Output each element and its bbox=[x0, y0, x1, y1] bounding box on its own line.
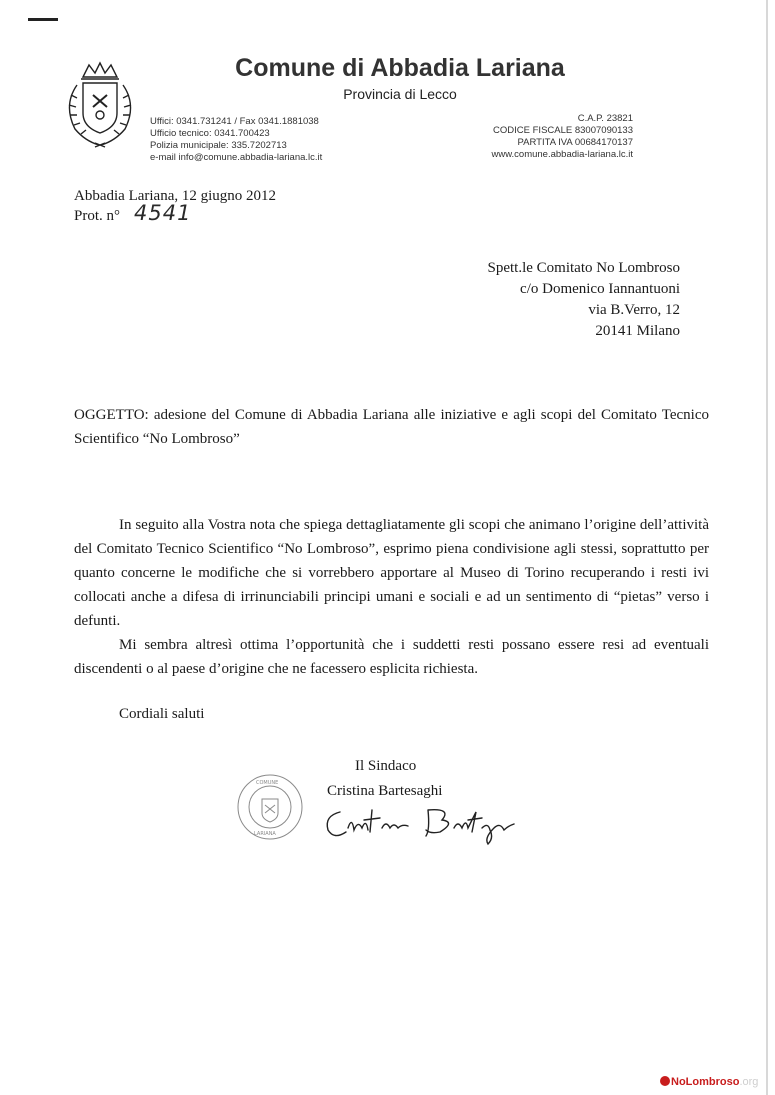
body-paragraph: Mi sembra altresì ottima l’opportunità che i suddetti resti possano essere resi ad eventuali discendenti o al paese d’origine che ne facessero esplicita richiesta. bbox=[74, 637, 709, 677]
site-watermark bbox=[660, 1076, 758, 1088]
protocol-number: 4541 bbox=[134, 201, 192, 225]
contact-line: Uffici: 0341.731241 / Fax 0341.1881038 bbox=[150, 116, 319, 127]
contact-line: C.A.P. 23821 bbox=[577, 113, 633, 124]
contacts-left bbox=[150, 116, 322, 164]
closing-salutation: Cordiali saluti bbox=[119, 706, 205, 722]
watermark-name: NoLombroso bbox=[671, 1076, 740, 1088]
subject-line: OGGETTO: adesione del Comune di Abbadia Lariana alle iniziative e agli scopi del Comitato Tecnico Scientifico “No Lombroso” bbox=[74, 407, 709, 447]
contacts-right bbox=[491, 113, 633, 161]
recipient-line: c/o Domenico Iannantuoni bbox=[520, 281, 680, 297]
contact-website: www.comune.abbadia-lariana.lc.it bbox=[491, 149, 633, 160]
municipal-crest-icon bbox=[55, 55, 145, 155]
place-date: Abbadia Lariana, 12 giugno 2012 bbox=[74, 188, 277, 204]
signatory-name: Cristina Bartesaghi bbox=[327, 783, 443, 799]
top-scan-mark bbox=[28, 18, 58, 21]
contact-line: PARTITA IVA 00684170137 bbox=[517, 137, 633, 148]
recipient-line: 20141 Milano bbox=[595, 323, 680, 339]
recipient-address bbox=[488, 258, 681, 342]
letter-body bbox=[74, 513, 709, 681]
contact-line: CODICE FISCALE 83007090133 bbox=[493, 125, 633, 136]
svg-text:LARIANA: LARIANA bbox=[254, 831, 276, 837]
contact-email: e-mail info@comune.abbadia-lariana.lc.it bbox=[150, 152, 323, 163]
no-sign-icon bbox=[660, 1076, 670, 1086]
contact-line: Polizia municipale: 335.7202713 bbox=[150, 140, 287, 151]
protocol-label: Prot. n° bbox=[74, 208, 121, 224]
svg-text:COMUNE: COMUNE bbox=[256, 780, 279, 786]
body-paragraph: In seguito alla Vostra nota che spiega dettagliatamente gli scopi che animano l’origine dell’attività del Comitato Tecnico Scientifico “No Lombroso”, esprimo piena condivisione agli stessi, soprattutto per quanto concerne le modifiche che si vorrebbero apportare al Museo di Torino recuperando i resti ivi collocati anche a difesa di irrinunciabili principi umani e sociali e ad un sentimento di “pietas” verso i defunti. bbox=[74, 517, 709, 629]
contact-line: Ufficio tecnico: 0341.700423 bbox=[150, 128, 270, 139]
watermark-domain: .org bbox=[739, 1076, 759, 1088]
org-title: Comune di Abbadia Lariana bbox=[235, 54, 565, 82]
org-province: Provincia di Lecco bbox=[343, 86, 457, 102]
official-stamp-icon bbox=[236, 773, 304, 841]
signatory-role: Il Sindaco bbox=[355, 758, 417, 774]
recipient-line: via B.Verro, 12 bbox=[588, 302, 680, 318]
handwritten-signature bbox=[318, 798, 538, 846]
recipient-line: Spett.le Comitato No Lombroso bbox=[487, 260, 680, 276]
page-edge-line bbox=[766, 0, 768, 1095]
